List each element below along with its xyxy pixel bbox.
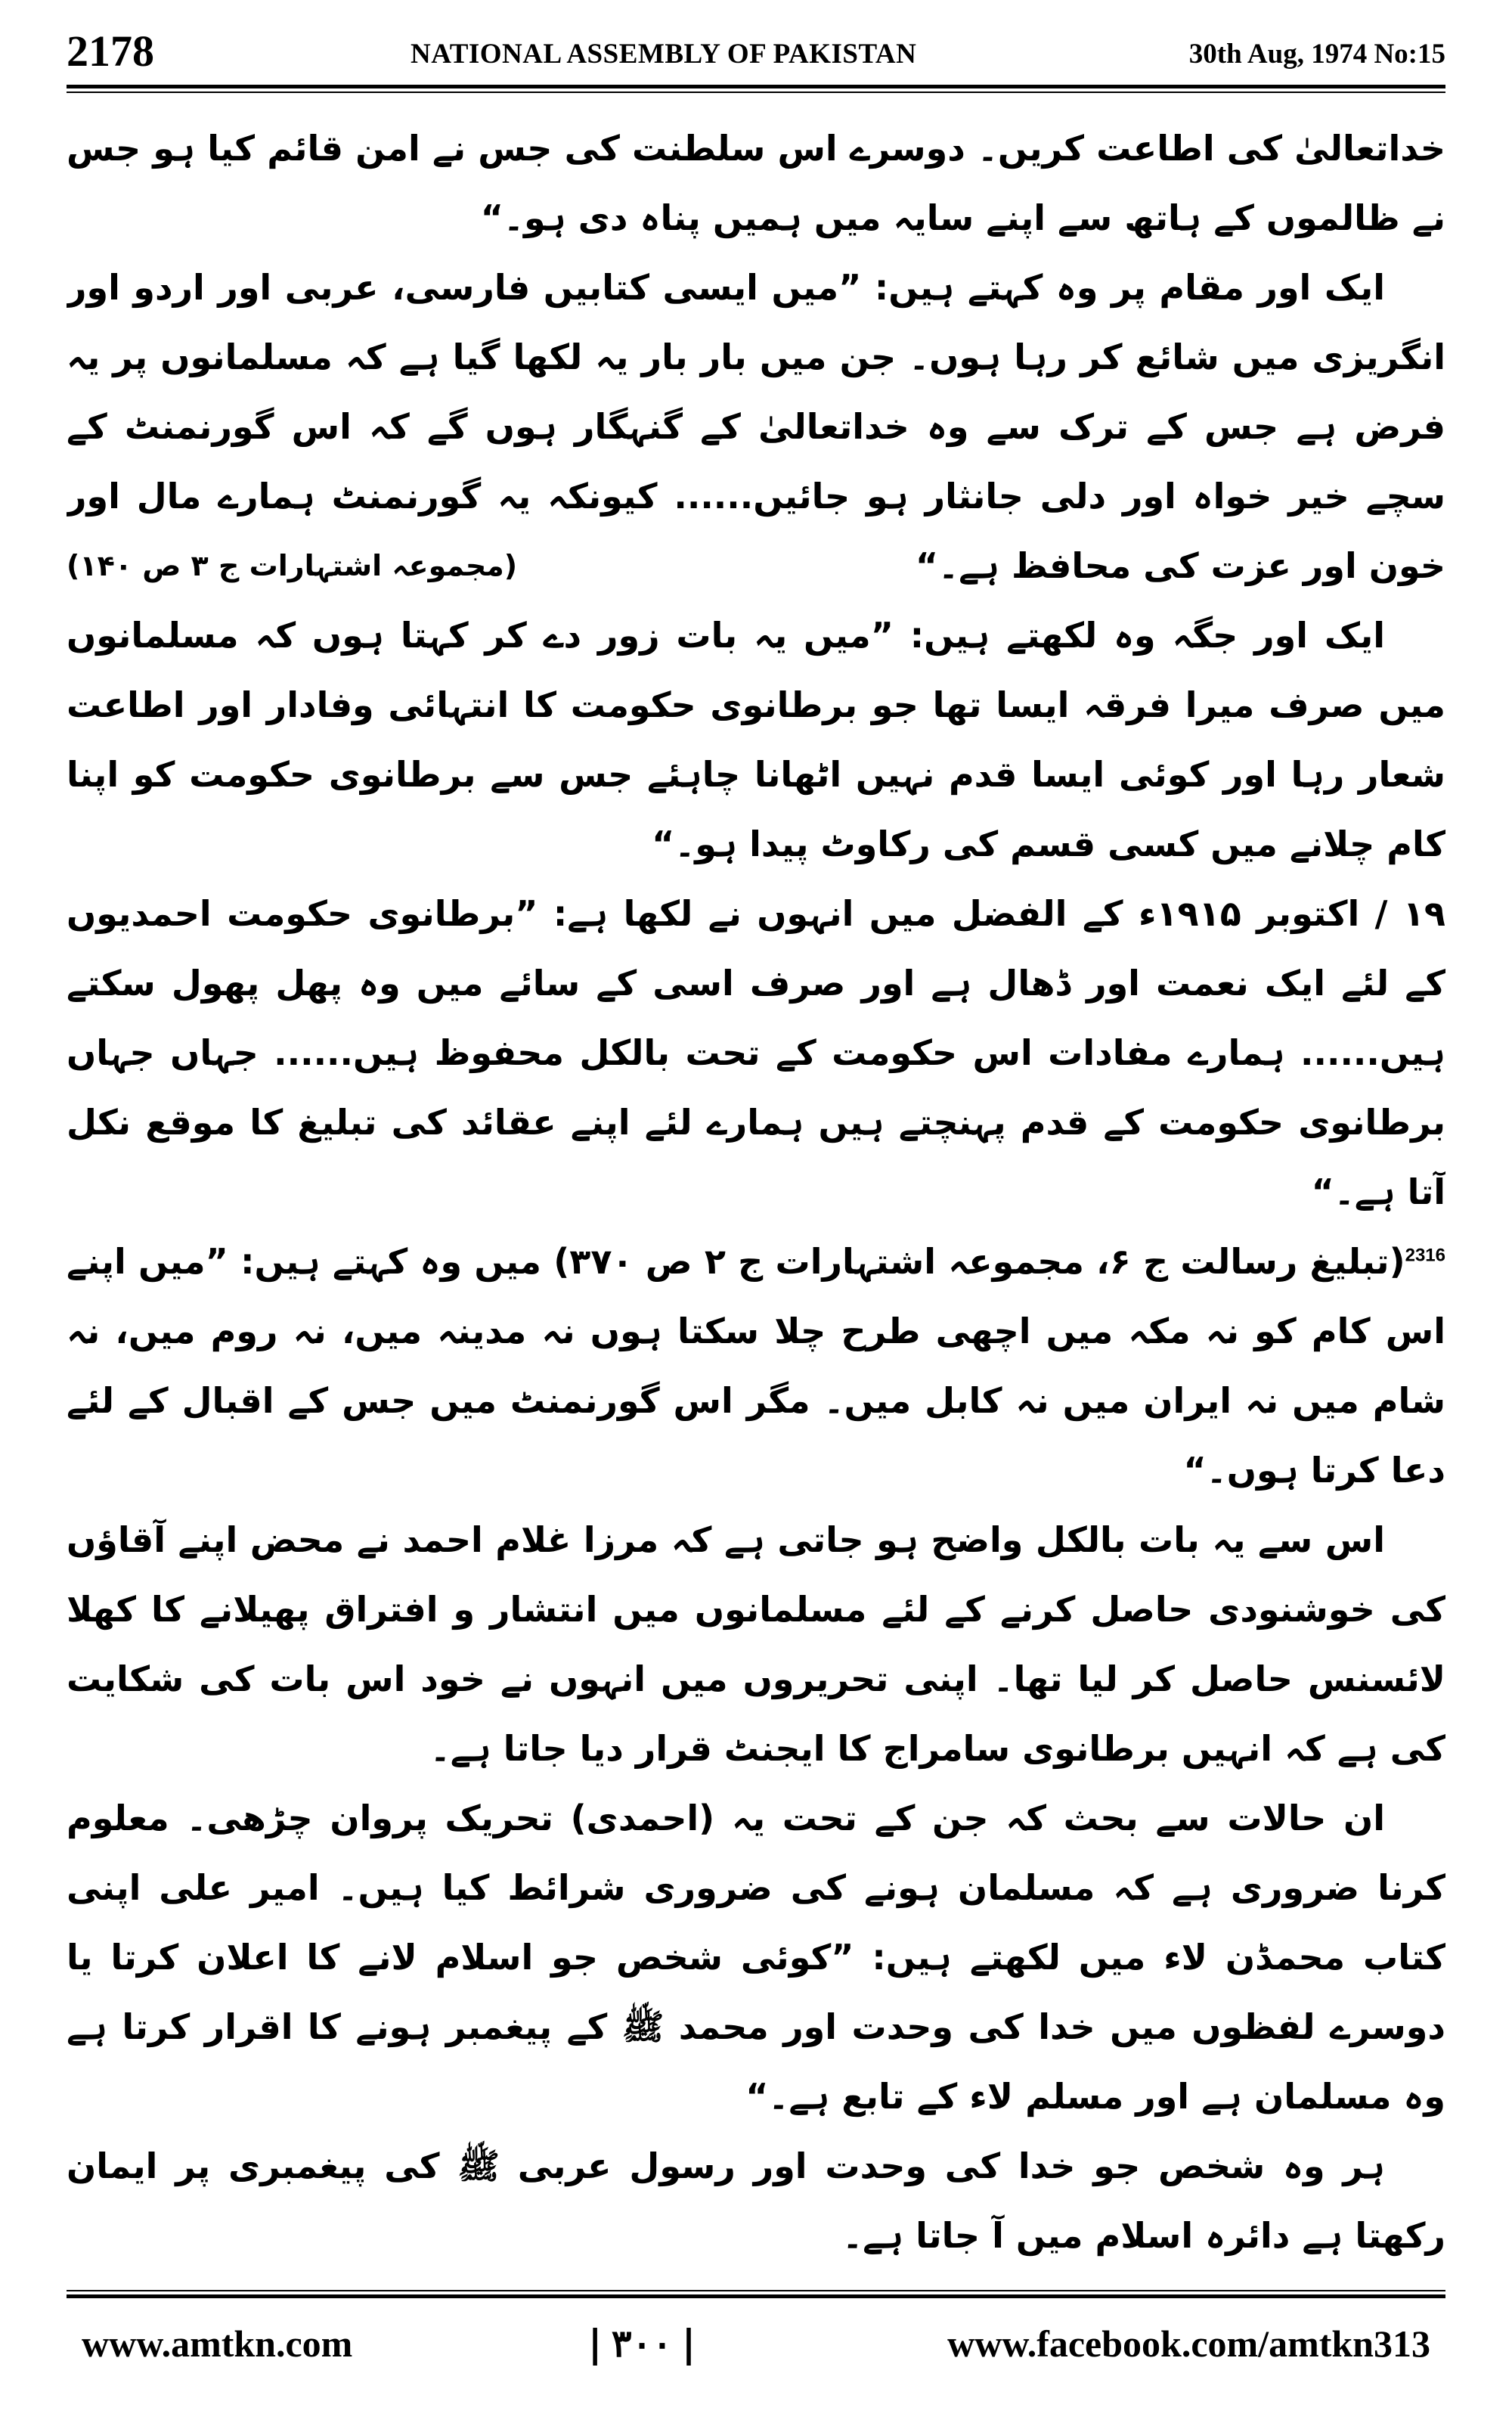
citation: (مجموعہ اشتہارات ج ۳ ص ۱۴۰): [67, 549, 518, 582]
footnote-marker: 2316: [1405, 1245, 1445, 1266]
paragraph-8: ہر وہ شخص جو خدا کی وحدت اور رسول عربی ﷺ کی پیغمبری پر ایمان رکھتا ہے دائرہ اسلام میں آ جاتا ہے۔: [67, 2145, 1445, 2256]
urdu-page-number: ۳۰۰: [611, 2322, 673, 2365]
facebook-link[interactable]: www.facebook.com/amtkn313: [947, 2322, 1430, 2365]
separator-left: |: [588, 2322, 603, 2366]
page-header: [67, 23, 1445, 86]
paragraph-1: خداتعالیٰ کی اطاعت کریں۔ دوسرے اس سلطنت کی جس نے امن قائم کیا ہو جس نے ظالموں کے ہاتھ سے اپنے سایہ میں ہمیں پناہ دی ہو۔“: [67, 128, 1445, 238]
paragraph-3: ایک اور جگہ وہ لکھتے ہیں: ”میں یہ بات زور دے کر کہتا ہوں کہ مسلمانوں میں صرف میرا فرقہ ایسا تھا جو برطانوی حکومت کا انتہائی وفادار اور اطاعت شعار رہا اور کوئی ایسا قدم نہیں اٹھانا چاہئے جس سے برطانوی حکومت کو اپنا کام چلانے میں کسی قسم کی رکاوٹ پیدا ہو۔“: [67, 615, 1445, 864]
paragraph-4: ۱۹ / اکتوبر ۱۹۱۵ء کے الفضل میں انہوں نے لکھا ہے: ”برطانوی حکومت احمدیوں کے لئے ایک نعمت اور ڈھال ہے اور صرف اسی کے سائے میں وہ پھل پھول سکتے ہیں...... ہمارے مفادات اس حکومت کے تحت بالکل محفوظ ہیں...... جہاں جہاں برطانوی حکومت کے قدم پہنچتے ہیں ہمارے لئے اپنے عقائد کی تبلیغ کا موقع نکل آتا ہے۔“: [67, 893, 1445, 1212]
paragraph-5: [67, 1227, 1445, 1505]
paragraph-5-text: (تبلیغ رسالت ج ۶، مجموعہ اشتہارات ج ۲ ص ۳۷۰) میں وہ کہتے ہیں: ”میں اپنے اس کام کو نہ مکہ میں اچھی طرح چلا سکتا ہوں نہ مدینہ میں، نہ روم میں، نہ شام میں نہ ایران میں نہ کابل میں۔ مگر اس گورنمنٹ میں جس کے اقبال کے لئے دعا کرتا ہوں۔“: [67, 1241, 1445, 1491]
document-body: [67, 113, 1445, 2269]
header-title: NATIONAL ASSEMBLY OF PAKISTAN: [411, 39, 917, 70]
paragraph-6: اس سے یہ بات بالکل واضح ہو جاتی ہے کہ مرزا غلام احمد نے محض اپنے آقاؤں کی خوشنودی حاصل کرنے کے لئے مسلمانوں میں انتشار و افتراق پھیلانے کا کھلا لائسنس حاصل کر لیا تھا۔ اپنی تحریروں میں انہوں نے خود اس بات کی شکایت کی ہے کہ انہیں برطانوی سامراج کا ایجنٹ قرار دیا جاتا ہے۔: [67, 1519, 1445, 1769]
website-link[interactable]: www.amtkn.com: [82, 2322, 353, 2365]
page-number: 2178: [67, 26, 154, 76]
header-date-number: 30th Aug, 1974 No:15: [1188, 39, 1445, 70]
separator-right: |: [681, 2322, 696, 2366]
header-rule: [67, 85, 1445, 93]
footer-rule: [67, 2290, 1445, 2298]
paragraph-2-text: ایک اور مقام پر وہ کہتے ہیں: ”میں ایسی کتابیں فارسی، عربی اور اردو اور انگریزی میں شائع کر رہا ہوں۔ جن میں بار بار یہ لکھا گیا ہے کہ مسلمانوں پر یہ فرض ہے جس کے ترک سے وہ خداتعالیٰ کے گنہگار ہوں گے کہ اس گورنمنٹ کے سچے خیر خواہ اور دلی جانثار ہو جائیں...... کیونکہ یہ گورنمنٹ ہمارے مال اور خون اور عزت کی محافظ ہے۔“: [67, 267, 1445, 586]
footer-page-label: [588, 2322, 696, 2366]
paragraph-7: ان حالات سے بحث کہ جن کے تحت یہ (احمدی) تحریک پروان چڑھی۔ معلوم کرنا ضروری ہے کہ مسلمان ہونے کی ضروری شرائط کیا ہیں۔ امیر علی اپنی کتاب محمڈن لاء میں لکھتے ہیں: ”کوئی شخص جو اسلام لانے کا اعلان کرتا یا دوسرے لفظوں میں خدا کی وحدت اور محمد ﷺ کے پیغمبر ہونے کا اقرار کرتا ہے وہ مسلمان ہے اور مسلم لاء کے تابع ہے۔“: [67, 1798, 1445, 2117]
paragraph-2: [67, 253, 1445, 600]
page-footer: [67, 2314, 1445, 2382]
